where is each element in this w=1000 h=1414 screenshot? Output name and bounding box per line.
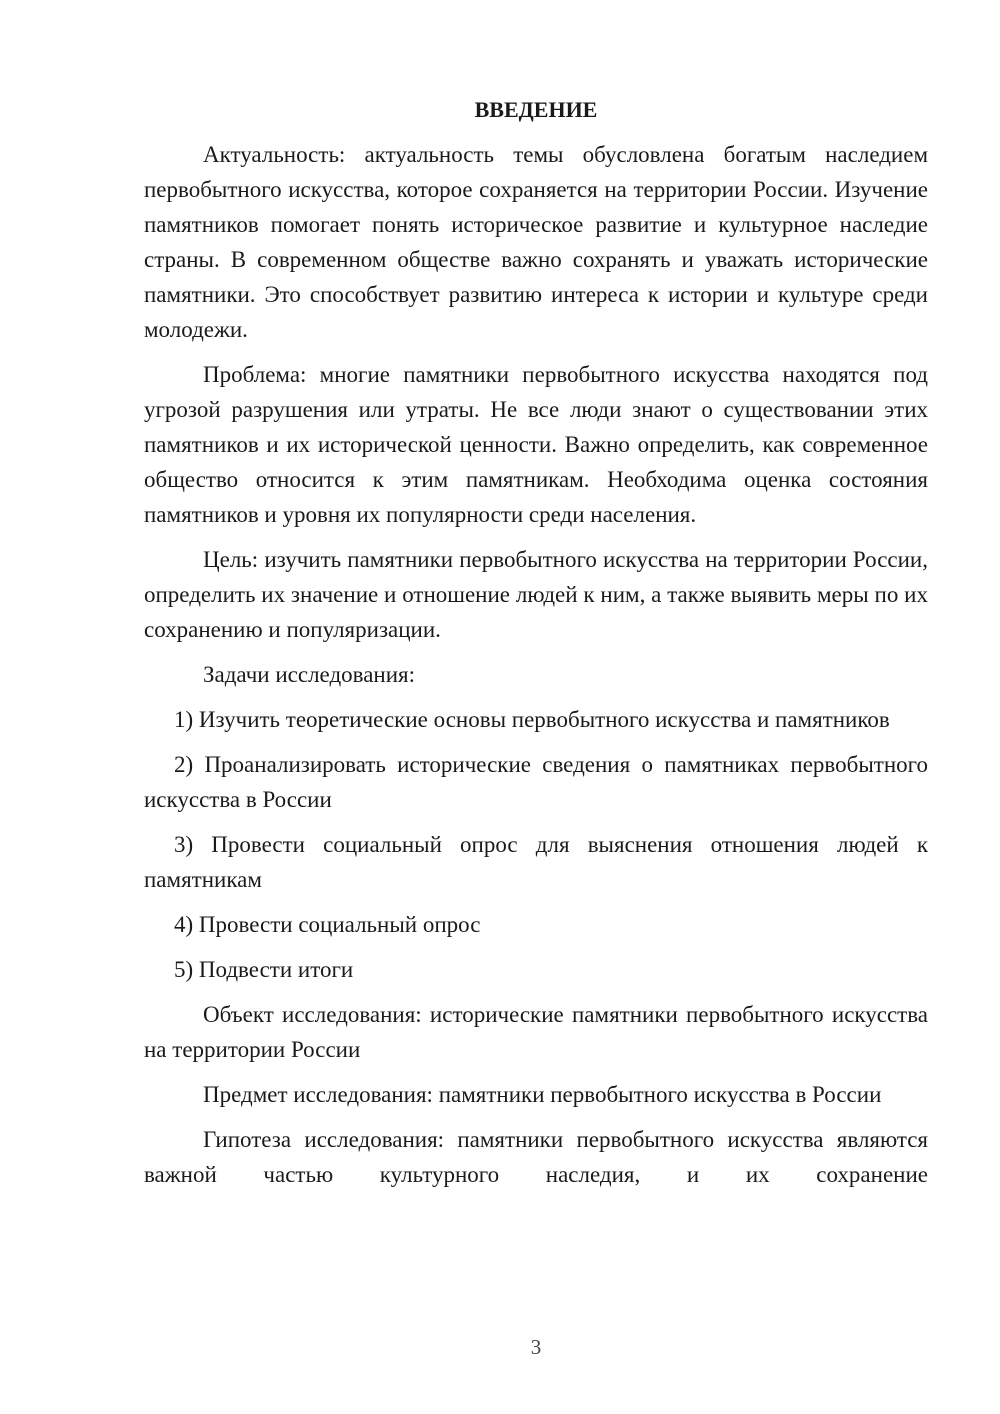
task-item-5: 5) Подвести итоги <box>174 957 354 982</box>
page-content <box>144 94 928 1202</box>
paragraph-relevance: Актуальность: актуальность темы обусловлена богатым наследием первобытного искусства, которое сохраняется на территории России. Изучение памятников помогает понять историческое развитие и культурное наследие страны. В современном обществе важно сохранять и уважать исторические памятники. Это способствует развитию интереса к истории и культуре среди молодежи. <box>144 142 928 342</box>
tasks-heading: Задачи исследования: <box>203 662 416 687</box>
paragraph-goal: Цель: изучить памятники первобытного искусства на территории России, определить их значение и отношение людей к ним, а также выявить меры по их сохранению и популяризации. <box>144 547 928 642</box>
task-item-1: 1) Изучить теоретические основы первобытного искусства и памятников <box>174 707 890 732</box>
task-item-4: 4) Провести социальный опрос <box>174 912 481 937</box>
paragraph-object: Объект исследования: исторические памятники первобытного искусства на территории России <box>144 1002 928 1062</box>
page-number: 3 <box>530 1335 542 1359</box>
paragraph-subject: Предмет исследования: памятники первобытного искусства в России <box>203 1082 882 1107</box>
paragraph-hypothesis: Гипотеза исследования: памятники первобытного искусства являются важной частью культурного наследия, и их сохранение <box>144 1127 928 1187</box>
paragraph-problem: Проблема: многие памятники первобытного искусства находятся под угрозой разрушения или утраты. Не все люди знают о существовании этих памятников и их исторической ценности. Важно определить, как современное общество относится к этим памятникам. Необходима оценка состояния памятников и уровня их популярности среди населения. <box>144 362 928 527</box>
task-item-3: 3) Провести социальный опрос для выяснения отношения людей к памятникам <box>144 832 928 892</box>
task-item-2: 2) Проанализировать исторические сведения о памятниках первобытного искусства в России <box>144 752 928 812</box>
page-title: ВВЕДЕНИЕ <box>474 97 598 122</box>
